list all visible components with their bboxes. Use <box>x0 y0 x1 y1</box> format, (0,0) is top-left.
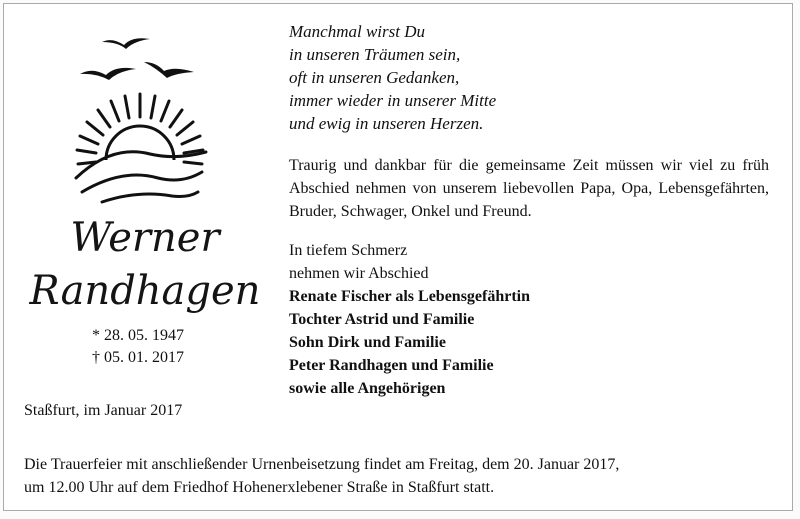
mourner-name: Peter Randhagen und Familie <box>289 357 494 374</box>
place-and-date: Staßfurt, im Januar 2017 <box>24 402 183 419</box>
death-date: † 05. 01. 2017 <box>92 349 184 366</box>
mourners-intro-line: nehmen wir Abschied <box>289 265 429 282</box>
mourner-name: Tochter Astrid und Familie <box>289 311 475 328</box>
mourners-intro-line: In tiefem Schmerz <box>289 242 408 259</box>
deceased-first-name: Werner <box>70 215 220 261</box>
mourner-name: sowie alle Angehörigen <box>289 380 446 397</box>
memorial-poem <box>289 20 769 135</box>
funeral-details <box>24 453 784 499</box>
birth-date: * 28. 05. 1947 <box>92 327 184 344</box>
mourner-name: Sohn Dirk und Familie <box>289 334 446 351</box>
mourners-list <box>289 239 769 400</box>
obituary-notice <box>3 3 793 511</box>
funeral-line: um 12.00 Uhr auf dem Friedhof Hohenerxlebener Straße in Staßfurt statt. <box>24 479 495 496</box>
sunset-with-birds-icon <box>72 32 208 204</box>
poem-line: und ewig in unseren Herzen. <box>289 114 484 133</box>
poem-line: Manchmal wirst Du <box>289 22 425 41</box>
mourner-name: Renate Fischer als Lebensgefährtin <box>289 288 531 305</box>
funeral-line: Die Trauerfeier mit anschließender Urnenbeisetzung findet am Freitag, dem 20. Januar 2017, <box>24 456 620 473</box>
poem-line: in unseren Träumen sein, <box>289 45 461 64</box>
farewell-paragraph: Traurig und dankbar für die gemeinsame Zeit müssen wir viel zu früh Abschied nehmen von unserem liebevollen Papa, Opa, Lebensgefährten, Bruder, Schwager, Onkel und Freund. <box>289 157 769 220</box>
poem-line: oft in unseren Gedanken, <box>289 68 460 87</box>
deceased-last-name: Randhagen <box>29 268 261 314</box>
poem-line: immer wieder in unserer Mitte <box>289 91 497 110</box>
